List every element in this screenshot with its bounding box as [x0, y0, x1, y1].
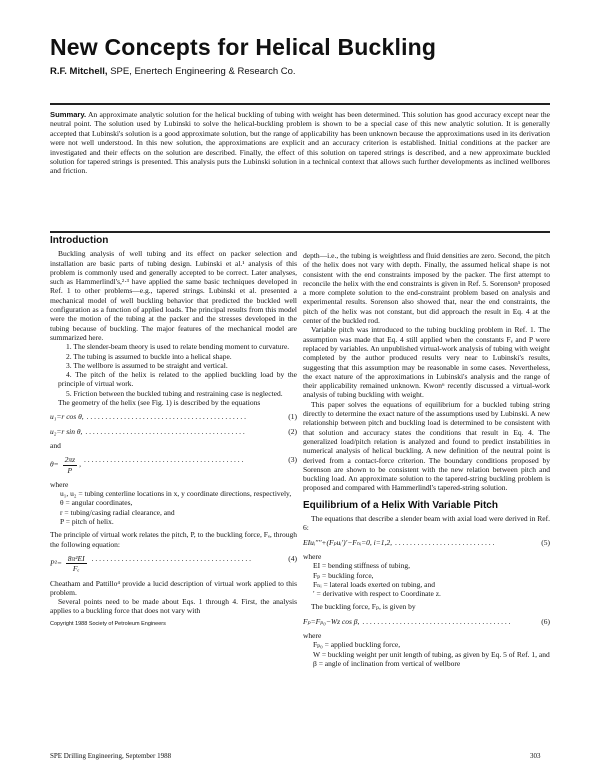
definition-item: ′ = derivative with respect to Coordinate z. [313, 589, 441, 599]
leader-dots: . . . . . . . . . . . . . . . . . . . . . . . . . . . . . . . . . . . . . . . . . . . [85, 426, 245, 436]
leader-dots: . . . . . . . . . . . . . . . . . . . . . . . . . . . . . . . . . . . . . . . . . . . [86, 412, 247, 422]
leader-dots: . . . . . . . . . . . . . . . . . . . . . . . . . . . . . . . . . . . . . . . . . . . [91, 553, 251, 563]
summary-lead: Summary. [50, 110, 87, 119]
definition-item: Fₙᵢ = lateral loads exerted on tubing, and [313, 579, 436, 589]
equation-5-body: EIuᵢ''''+(Fₚuᵢ')'−Fₙᵢ=0, i=1,2, [303, 537, 393, 547]
equation-4-number: (4) [288, 553, 297, 563]
equation-3-number: (3) [288, 455, 297, 465]
definition-item: P = pitch of helix. [60, 517, 114, 527]
equation-2-body: u₂=r sin θ, [50, 426, 83, 436]
definitions-list [313, 640, 550, 668]
equation-6 [303, 617, 550, 626]
intro-paragraph-3: The principle of virtual work relates the pitch, P, to the buckling force, Fₑ, through the following equation: [50, 530, 297, 549]
intro-paragraph-5: Several points need to be made about Eqs. 1 through 4. First, the analysis applies to a buckling force that does not vary with [50, 597, 297, 616]
equation-1-body: u₁=r cos θ, [50, 412, 84, 422]
equation-3-body: θ= $\frac{2\pi z}{P}$ , [50, 455, 81, 475]
equation-6-number: (6) [541, 616, 550, 626]
definition-item: Fₚ = buckling force, [313, 570, 374, 580]
equation-5 [303, 538, 550, 547]
where-label: where [303, 630, 322, 640]
leader-dots: . . . . . . . . . . . . . . . . . . . . . . . . . . . . . . . . . . . . . . . . . . . [83, 455, 244, 465]
definition-item: u₁, u₂ = tubing centerline locations in x, y coordinate directions, respectively, [60, 489, 292, 499]
fraction-numerator: 8π²EI [67, 553, 85, 563]
right-column [303, 251, 550, 672]
where-label: where [303, 551, 322, 561]
page-number: 303 [530, 752, 541, 760]
definition-item: β = angle of inclination from vertical of wellbore [313, 658, 461, 668]
assumption-4: 4. The pitch of the helix is related to the applied buckling load by the principle of virtual work. [58, 370, 297, 389]
summary-rule [50, 231, 550, 233]
definitions-list [60, 489, 297, 526]
assumption-1: 1. The slender-beam theory is used to relate bending moment to curvature. [66, 342, 290, 352]
definition-item: θ = angular coordinates, [60, 498, 133, 508]
equation-1 [50, 412, 297, 421]
equation-1-number: (1) [288, 412, 297, 422]
definition-item: W = buckling weight per unit length of tubing, as given by Eq. 5 of Ref. 1, and [313, 649, 550, 659]
fraction-numerator: 2πz [64, 455, 76, 465]
equation-3 [50, 455, 297, 475]
journal-footer: SPE Drilling Engineering, September 1988 [50, 752, 172, 760]
section-heading-equilibrium: Equilibrium of a Helix With Variable Pitch [303, 499, 498, 511]
intro-paragraph-2: The geometry of the helix (see Fig. 1) is described by the equations [58, 398, 261, 408]
fraction-denominator: Fₑ [72, 564, 80, 574]
definitions-list [313, 561, 550, 598]
equation-4 [50, 554, 297, 574]
equation-4-body [50, 554, 89, 574]
equation-4-lhs: P²= [50, 558, 62, 568]
assumption-2: 2. The tubing is assumed to buckle into a helical shape. [66, 351, 232, 361]
assumption-3: 3. The wellbore is assumed to be straight and vertical. [66, 360, 228, 370]
where-label: where [50, 479, 69, 489]
definition-item: r = tubing/casing radial clearance, and [60, 507, 175, 517]
equation-5-number: (5) [541, 537, 550, 547]
equation-3-fraction [63, 455, 77, 475]
equation-3-lhs: θ= [50, 459, 59, 469]
equation-4-fraction [66, 554, 87, 574]
right-paragraph-5: The buckling force, Fₚ, is given by [311, 602, 416, 612]
intro-heading: Introduction [50, 235, 109, 246]
definition-item: EI = bending stiffness of tubing, [313, 561, 410, 571]
right-paragraph-1: depth—i.e., the tubing is weightless and fluid densities are zero. Second, the pitch of the helix does not vary with depth. Finally, the assumed helical shape is not consistent with the end constraints imposed by the packer. The first attempt to reconcile the helix with the end constraints is given in Ref. 5. Sorenson⁵ proposed a more complete solution to the end-constraint problem based on analysis and experimental results. Sorenson also showed that, near the end constraints, the pitch of the helix was not constant, but did approach the result in Eq. 4 at the center of the buckled rod. [303, 251, 550, 326]
leader-dots: . . . . . . . . . . . . . . . . . . . . . . . . . . . [395, 537, 495, 547]
author-affiliation: SPE, Enertech Engineering & Research Co. [110, 66, 296, 77]
fraction-denominator: P [67, 465, 73, 475]
page-title: New Concepts for Helical Buckling [50, 34, 437, 60]
summary-text: An approximate analytic solution for the helical buckling of tubing with weight has been determined. This solution has good accuracy except near the neutral point. The solution used by Lubinski to solve the helical-buckling problem is shown to be a special case of this new analytic solution. It is generally accepted that Lubinski's solution is a good approximate solution, but the range of applicability has been unknown because the approximations used in its derivation were not well understood. In this new solution, the approximations are explicit and an accuracy criterion is established. Initial conditions at the packer are investigated and their effects on the solution are described. Finally, the effect of this solution on tapered strings is described, and a new approximate buckled solution for tapered strings is presented. This analysis puts the Lubinski solution in a technical context that allows such further developments as inclined wellbores and friction. [50, 110, 550, 176]
right-paragraph-2: Variable pitch was introduced to the tubing buckling problem in Ref. 1. The assumption was made that Eq. 4 still applied when the constants Fₑ and P were replaced by variables. An unpublished virtual-work analysis of tubing with weight completed by the author produced results very near to Lubinski's results, suggesting that this assumption may be reasonable in some cases. Nevertheless, the exact nature of the approximations in Lubinski's analysis and the range of their applicability remained unknown. Kwon⁶ recently discussed a virtual-work analysis of tubing buckling with weight. [303, 325, 550, 400]
summary-block [50, 110, 550, 176]
equation-6-body: Fₚ=Fₚ₀−Wz cos β, [303, 616, 360, 626]
copyright-notice: Copyright 1988 Society of Petroleum Engineers [50, 620, 166, 627]
top-rule [50, 103, 550, 105]
right-paragraph-4: The equations that describe a slender beam with axial load were derived in Ref. 6: [303, 514, 550, 533]
leader-dots: . . . . . . . . . . . . . . . . . . . . . . . . . . . . . . . . . . . . . . . . [362, 616, 511, 626]
equation-2 [50, 427, 297, 436]
definition-item: Fₚ₀ = applied buckling force, [313, 640, 401, 650]
equation-2-number: (2) [288, 426, 297, 436]
intro-paragraph-1: Buckling analysis of well tubing and its effect on packer selection and installation are basic parts of tubing design. Lubinski et al.¹ analysis of this problem is commonly used and generally accepted to be correct. Later analyses, such as Hammerlindl's,²·³ have applied the same basic techniques developed in Ref. 1 to other problems—e.g., tapered strings. Lubinski et al. presented a mechanical model of well buckling behavior that predicted the buckled well configuration as a function of applied loads. The principal results from this model were the motion of the tubing at the packer and the stresses developed in the tubing because of buckling. The major features of the mechanical model are summarized here. [50, 249, 297, 342]
author-name: R.F. Mitchell, [50, 66, 108, 77]
left-column [50, 236, 297, 629]
intro-paragraph-4: Cheatham and Pattillo⁴ provide a lucid description of virtual work applied to this problem. [50, 578, 297, 597]
author-line [50, 66, 296, 77]
assumption-5: 5. Friction between the buckled tubing and restraining case is neglected. [66, 388, 283, 398]
and-word: and [50, 440, 61, 450]
right-paragraph-3: This paper solves the equations of equilibrium for a buckled tubing string directly to determine the exact nature of the assumptions used by Lubinski. A new relationship between pitch and buckling load is determined to be consistent with that solution and accuracy states the conditions that result in Eq. 4. The generalized load/pitch relation is analyzed and found to predict instabilities in numerical analysis of helical buckling. A new definition of the neutral point is derived from a contact-force criterion. The boundary conditions proposed by Sorenson are shown to be consistent with the new relation between pitch and buckling load. An approximate solution to the tapered-string buckling problem is proposed and compared with Hammerlindl's tapered-string solution. [303, 399, 550, 493]
